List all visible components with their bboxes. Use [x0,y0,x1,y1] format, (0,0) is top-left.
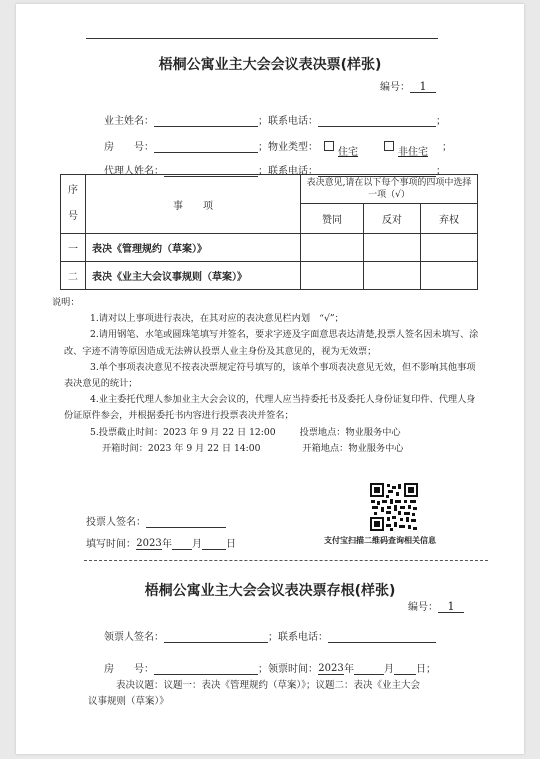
phone-label: ；联系电话： [268,632,328,643]
note-item: 4.业主委托代理人参加业主大会会议的，代理人应当持委托书及委托人身份证复印件、代理人身份证原件参会，并根据委托书内容进行投票表决并签名； [64,394,476,422]
abstain-cell[interactable] [421,262,478,290]
deadline-row [64,425,484,441]
topics-line: 议事规则（草案）》 [88,696,169,707]
oppose-header: 反对 [364,204,421,234]
semicolon: ； [442,142,452,153]
property-type-label: ；物业类型： [258,142,318,153]
instructions [52,295,484,457]
stub-room-field[interactable] [154,664,258,675]
residential-checkbox[interactable] [324,141,334,151]
owner-name-field[interactable] [154,116,258,127]
item-header: 事 项 [86,175,301,234]
semicolon: ； [436,166,446,177]
topics [88,678,421,710]
seq-header [61,175,86,234]
stub-room-row [104,660,436,675]
row-seq: 一 [61,234,86,262]
phone-label: ；联系电话： [258,116,318,127]
qr-caption: 支付宝扫描二维码查询相关信息 [324,536,436,545]
ballot-title: 梧桐公寓业主大会会议表决票(样张) [158,57,382,73]
fill-day[interactable] [202,539,226,550]
top-rule [86,38,438,39]
receive-day[interactable] [394,664,416,675]
open-row [64,441,484,457]
number-label: 编号： [408,602,438,613]
phone-label: ；联系电话： [258,166,318,177]
opinion-header: 表决意见,请在以下每个事项的四项中选择一项（√） [301,175,478,204]
row-item: 表决《管理规约（草案）》 [86,234,301,262]
owner-name-label: 业主姓名： [104,116,154,127]
note-item: 1.请对以上事项进行表决，在其对应的表决意见栏内划 “√”； [90,313,344,325]
row-item: 表决《业主大会议事规则（草案）》 [86,262,301,290]
receive-year[interactable]: 2023 [318,663,344,674]
oppose-cell[interactable] [364,262,421,290]
room-field[interactable] [154,142,258,153]
agree-cell[interactable] [301,234,364,262]
stub-phone-field[interactable] [328,632,436,643]
notes-title: 说明： [52,297,80,308]
deadline: 5.投票截止时间：2023 年 9 月 22 日 12:00 [90,426,276,438]
receive-month[interactable] [354,664,384,675]
stub-title: 梧桐公寓业主大会会议表决票存根(样张) [144,583,396,599]
fill-month[interactable] [172,539,192,550]
open-location: 开箱地点：物业服务中心 [302,442,404,454]
fill-year[interactable]: 2023 [136,538,162,549]
receive-time-label: ；领票时间： [258,664,318,675]
topics-line: 表决议题：议题一：表决《管理规约（草案）》；议题二：表决《业主大会 [116,680,421,691]
oppose-cell[interactable] [364,234,421,262]
recipient-row [104,628,436,643]
agree-header: 赞同 [301,204,364,234]
seq-header-text: 序号 [68,185,78,222]
table-row [61,234,478,262]
cut-line [84,560,488,561]
ballot-number [380,78,436,93]
row-seq: 二 [61,262,86,290]
qr-code-icon [370,483,418,531]
year-unit: 年 [162,539,172,550]
room-label: 房 号： [104,664,154,675]
vote-table [60,174,478,290]
agree-cell[interactable] [301,262,364,290]
recipient-sig-label: 领票人签名： [104,632,164,643]
abstain-header: 弃权 [421,204,478,234]
month-unit: 月 [384,664,394,675]
stub-number [408,598,464,613]
fill-time-label: 填写时间： [86,539,136,550]
phone-field[interactable] [318,116,436,127]
room-row [104,138,452,158]
day-unit: 日； [416,664,436,675]
room-label: 房 号： [104,142,154,153]
note-item: 2.请用钢笔、水笔或圆珠笔填写并签名，要求字迹及字面意思表达清楚,投票人签名因未填写、涂改、字迹不清等原因造成无法辨认投票人业主身份及其意见的，视为无效票； [64,329,479,357]
residential-label: 住宅 [338,147,358,158]
ballot-page [16,4,524,754]
number-label: 编号： [380,82,410,93]
signature-field[interactable] [146,517,226,528]
number-value[interactable]: 1 [438,601,464,613]
non-residential-checkbox[interactable] [384,141,394,151]
signature-row [86,513,226,528]
fill-time-row [86,535,236,550]
non-residential-label: 非住宅 [398,147,428,158]
signature-label: 投票人签名： [86,517,146,528]
proxy-name-label: 代理人姓名： [104,166,164,177]
number-value[interactable]: 1 [410,81,436,93]
month-unit: 月 [192,539,202,550]
semicolon: ； [436,116,446,127]
day-unit: 日 [226,539,236,550]
year-unit: 年 [344,664,354,675]
open-time: 开箱时间：2023 年 9 月 22 日 14:00 [102,442,261,454]
note-item: 3.单个事项表决意见不按表决票规定符号填写的，该单个事项表决意见无效，但不影响其他事项表决意见的统计； [64,361,476,390]
table-row [61,262,478,290]
recipient-sig-field[interactable] [164,632,268,643]
vote-location: 投票地点：物业服务中心 [299,426,401,438]
owner-row [104,112,446,127]
abstain-cell[interactable] [421,234,478,262]
